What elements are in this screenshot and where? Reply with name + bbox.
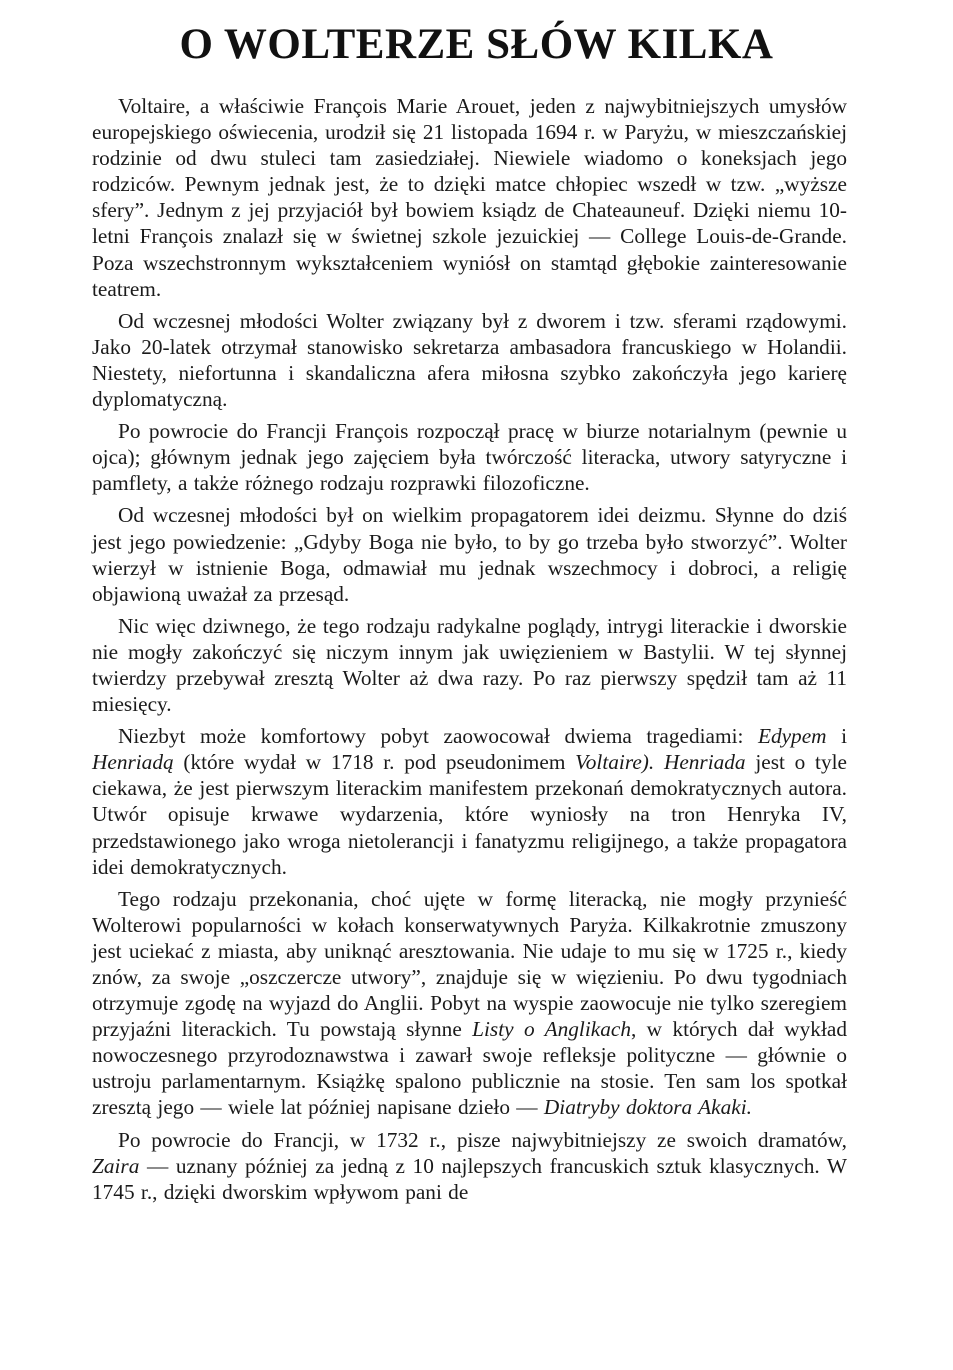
paragraph (92, 93, 847, 302)
paragraph (92, 886, 847, 1121)
text-run: , w których dał wykład nowoczesnego przyrodoznawstwa i zawarł swoje refleksje polityczne — głównie o ustroju parlamentarnym. Książkę spalono publicznie na stosie. Ten sam los spotkał zresztą jego — wiele lat później napisane dzieło — (92, 1017, 847, 1120)
italic-title: Henriada (663, 750, 746, 775)
text-run: Po powrocie do Francji, w 1732 r., pisze najwybitniejszy ze swoich dramatów, (118, 1127, 847, 1152)
text-run: jest o tyle ciekawa, że jest pierwszym literackim manifestem przekonań demokratycznych autora. Utwór opisuje krwawe wydarzenia, które wyniosły na tron Henryka IV, przedstawionego jako wroga nietolerancji i fanatyzmu religijnego, a także propagatora idei demokratycznych. (92, 750, 847, 879)
italic-title: Zaira (92, 1153, 140, 1178)
paragraph (92, 723, 847, 880)
italic-title: Edypem (757, 724, 827, 749)
paragraph (92, 418, 847, 496)
text-run: Od wczesnej młodości był on wielkim propagatorem idei deizmu. Słynne do dziś jest jego powiedzenie: „Gdyby Boga nie było, to by go trzeba było stworzyć”. Wolter wierzył w istnienie Boga, odmawiał mu jednak wszechmocy i dobroci, a religię objawioną uważał za przesąd. (92, 503, 847, 606)
text-run: Niezbyt może komfortowy pobyt zaowocował dwiema tragediami: (118, 724, 758, 749)
page-title: O WOLTERZE SŁÓW KILKA (179, 21, 774, 68)
italic-title: Henriadą (92, 750, 174, 775)
paragraph (92, 308, 847, 412)
text-run: — uznany później za jedną z 10 najlepszych francuskich sztuk klasycznych. W 1745 r., dzięki dworskim wpływom pani de (92, 1153, 847, 1204)
paragraph (92, 613, 847, 717)
article-body (92, 93, 847, 1205)
text-run: Po powrocie do Francji François rozpoczął pracę w biurze notarialnym (pewnie u ojca); głównym jednak jego zajęciem była twórczość literacka, utwory satyryczne i pamflety, a także różnego rodzaju rozprawki filozoficzne. (92, 419, 847, 496)
text-run: Tego rodzaju przekonania, choć ujęte w formę literacką, nie mogły przynieść Wolterowi popularności w kołach konserwatywnych Paryża. Kilkakrotnie zmuszony jest uciekać z miasta, aby uniknąć aresztowania. Nie udaje to mu się w 1725 r., kiedy znów, za swoje „oszczercze utwory”, znajduje się w więzieniu. Po dwu tygodniach otrzymuje zgodę na wyjazd do Anglii. Pobyt na wyspie zaowocuje nie tylko szeregiem przyjaźni literackich. Tu powstają słynne (92, 886, 847, 1042)
paragraph (92, 502, 847, 606)
italic-title: Voltaire). (575, 750, 655, 775)
text-run: i (826, 724, 847, 749)
text-run: Voltaire, a właściwie François Marie Arouet, jeden z najwybitniejszych umysłów europejskiego oświecenia, urodził się 21 listopada 1694 r. w Paryżu, w mieszczańskiej rodzinie od dwu stuleci tam zasiedziałej. Niewiele wiadomo o koneksjach jego rodziców. Pewnym jednak jest, że to dzięki matce chłopiec wszedł w tzw. „wyższe sfery”. Jednym z jej przyjaciół był bowiem ksiądz de Chateauneuf. Dzięki niemu 10-letni François znalazł się w świetnej szkole jezuickiej — College Louis-de-Grande. Poza wszechstronnym wykształceniem wyniósł on stamtąd głębokie zainteresowanie teatrem. (92, 94, 847, 301)
italic-title: Diatryby doktora Akaki. (543, 1095, 752, 1120)
italic-title: Listy o Anglikach (472, 1017, 631, 1042)
paragraph (92, 1127, 847, 1205)
text-run: Nic więc dziwnego, że tego rodzaju radykalne poglądy, intrygi literackie i dworskie nie mogły zakończyć się niczym innym jak uwięzieniem w Bastylii. W tej słynnej twierdzy przebywał zresztą Wolter aż dwa razy. Po raz pierwszy spędził tam aż 11 miesięcy. (92, 613, 847, 717)
text-run: (które wydał w 1718 r. pod pseudonimem (173, 750, 576, 775)
text-run (654, 750, 664, 774)
text-run: Od wczesnej młodości Wolter związany był z dworem i tzw. sferami rządowymi. Jako 20-latek otrzymał stanowisko sekretarza ambasadora francuskiego w Holandii. Niestety, niefortunna i skandaliczna afera miłosna szybko zakończyła jego karierę dyplomatyczną. (92, 308, 847, 412)
